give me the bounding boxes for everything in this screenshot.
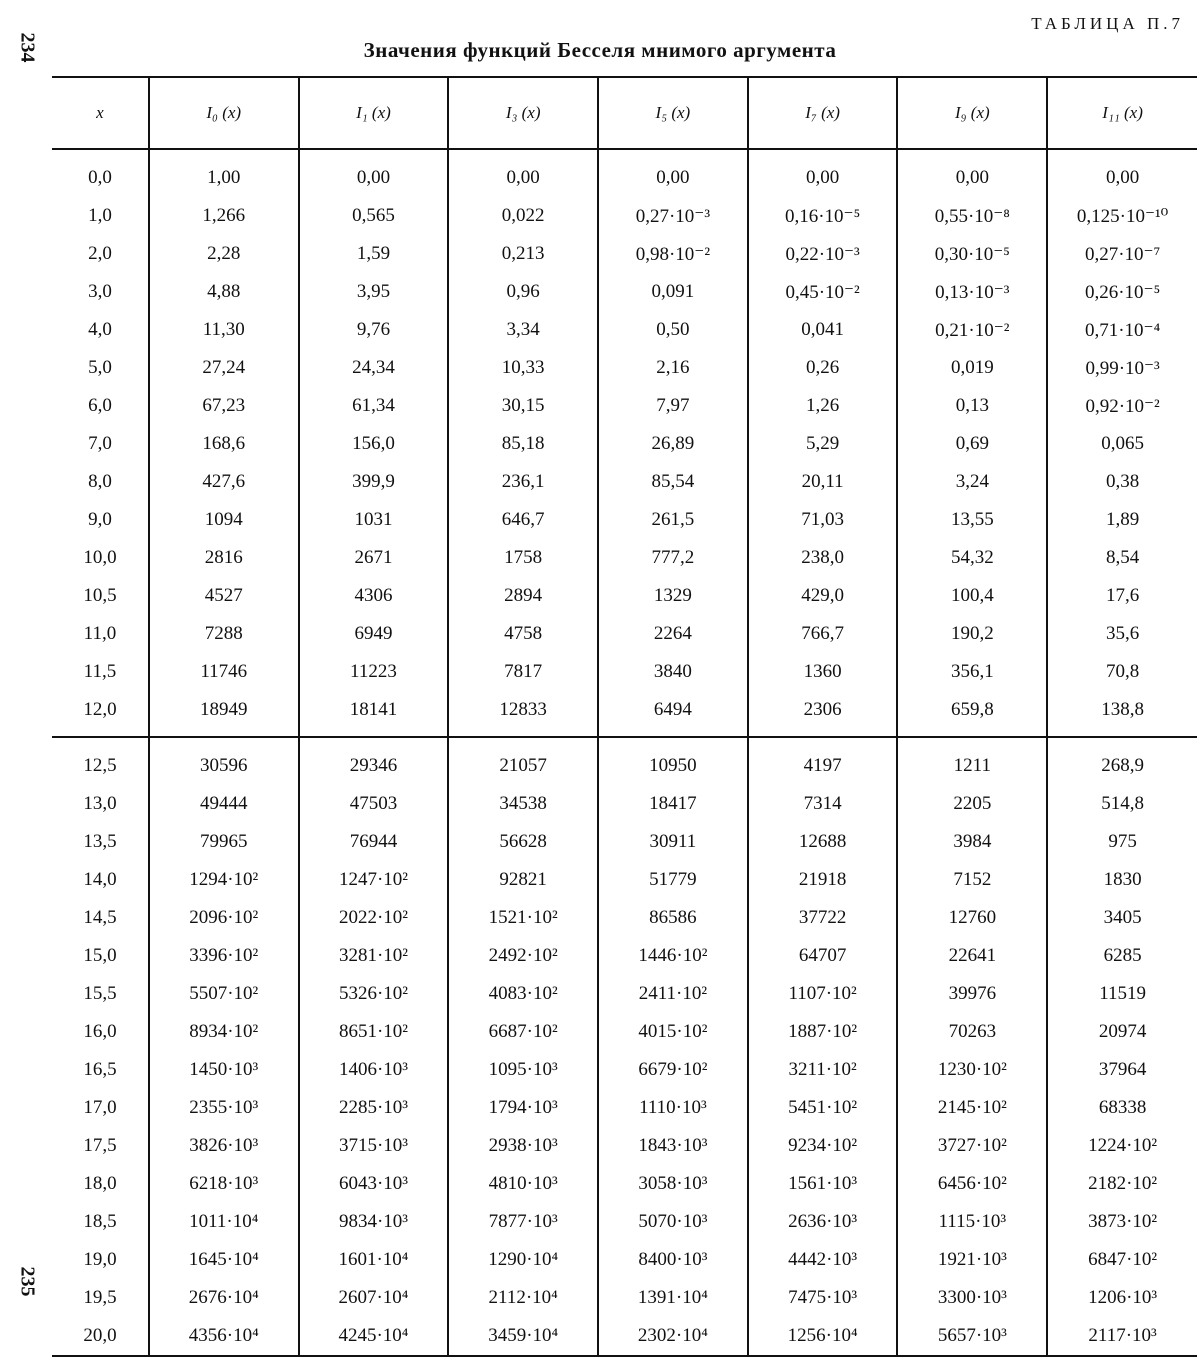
cell-i11: 1224·10² [1047, 1127, 1197, 1165]
cell-i0: 6218·10³ [149, 1165, 299, 1203]
cell-i1: 1247·10² [299, 861, 449, 899]
cell-i7: 429,0 [748, 577, 898, 615]
cell-i5: 5070·10³ [598, 1203, 748, 1241]
cell-i1: 1601·10⁴ [299, 1241, 449, 1279]
cell-i11: 6847·10² [1047, 1241, 1197, 1279]
cell-i1: 29346 [299, 737, 449, 785]
cell-i9: 6456·10² [897, 1165, 1047, 1203]
cell-i3: 1758 [448, 539, 598, 577]
table-row [52, 387, 1197, 425]
cell-i11: 2117·10³ [1047, 1317, 1197, 1356]
cell-i1: 11223 [299, 653, 449, 691]
cell-i0: 1645·10⁴ [149, 1241, 299, 1279]
table-row [52, 311, 1197, 349]
cell-i7: 2636·10³ [748, 1203, 898, 1241]
cell-x: 13,0 [83, 793, 117, 814]
cell-i9: 190,2 [897, 615, 1047, 653]
cell-i0: 4527 [149, 577, 299, 615]
cell-i7: 3211·10² [748, 1051, 898, 1089]
cell-i7: 0,45·10⁻² [748, 273, 898, 311]
cell-x: 17,5 [83, 1135, 117, 1156]
cell-i1: 3281·10² [299, 937, 449, 975]
cell-i7: 7475·10³ [748, 1279, 898, 1317]
cell-x: 18,5 [83, 1211, 117, 1232]
cell-i7: 21918 [748, 861, 898, 899]
cell-i3: 85,18 [448, 425, 598, 463]
cell-i5: 2411·10² [598, 975, 748, 1013]
cell-i0: 1094 [149, 501, 299, 539]
cell-i5: 0,50 [598, 311, 748, 349]
header-i0: I₀ (x) [149, 77, 299, 149]
cell-i3: 2112·10⁴ [448, 1279, 598, 1317]
table-row [52, 197, 1197, 235]
table-row [52, 463, 1197, 501]
cell-i1: 2607·10⁴ [299, 1279, 449, 1317]
cell-i9: 1211 [897, 737, 1047, 785]
cell-i7: 1561·10³ [748, 1165, 898, 1203]
cell-i11: 0,125·10⁻¹⁰ [1047, 197, 1197, 235]
cell-i3: 0,022 [448, 197, 598, 235]
cell-i9: 0,69 [897, 425, 1047, 463]
cell-i3: 0,213 [448, 235, 598, 273]
cell-i1: 18141 [299, 691, 449, 737]
cell-i11: 0,26·10⁻⁵ [1047, 273, 1197, 311]
cell-i1: 3715·10³ [299, 1127, 449, 1165]
cell-i11: 0,065 [1047, 425, 1197, 463]
cell-i5: 0,00 [598, 149, 748, 197]
cell-i5: 0,98·10⁻² [598, 235, 748, 273]
cell-i1: 6949 [299, 615, 449, 653]
cell-i0: 1450·10³ [149, 1051, 299, 1089]
cell-i7: 1,26 [748, 387, 898, 425]
cell-x: 17,0 [83, 1097, 117, 1118]
cell-i9: 54,32 [897, 539, 1047, 577]
cell-i9: 70263 [897, 1013, 1047, 1051]
cell-i5: 1391·10⁴ [598, 1279, 748, 1317]
table-row [52, 975, 1197, 1013]
cell-x: 14,5 [83, 907, 117, 928]
cell-i11: 35,6 [1047, 615, 1197, 653]
cell-i5: 10950 [598, 737, 748, 785]
cell-i9: 22641 [897, 937, 1047, 975]
cell-i7: 4442·10³ [748, 1241, 898, 1279]
cell-i0: 11746 [149, 653, 299, 691]
cell-i11: 68338 [1047, 1089, 1197, 1127]
cell-x: 2,0 [88, 243, 112, 264]
cell-i3: 2938·10³ [448, 1127, 598, 1165]
cell-i7: 2306 [748, 691, 898, 737]
table-row [52, 785, 1197, 823]
cell-i9: 0,30·10⁻⁵ [897, 235, 1047, 273]
cell-i9: 3984 [897, 823, 1047, 861]
cell-i3: 1521·10² [448, 899, 598, 937]
table-row [52, 1089, 1197, 1127]
table-row [52, 1241, 1197, 1279]
cell-i0: 18949 [149, 691, 299, 737]
cell-i0: 4356·10⁴ [149, 1317, 299, 1356]
cell-i3: 2894 [448, 577, 598, 615]
cell-i1: 2022·10² [299, 899, 449, 937]
cell-i1: 0,565 [299, 197, 449, 235]
table-row [52, 1203, 1197, 1241]
cell-i0: 27,24 [149, 349, 299, 387]
cell-i5: 1446·10² [598, 937, 748, 975]
cell-i0: 4,88 [149, 273, 299, 311]
cell-i0: 3396·10² [149, 937, 299, 975]
table-row [52, 653, 1197, 691]
table-row [52, 1279, 1197, 1317]
cell-x: 6,0 [88, 395, 112, 416]
cell-i3: 236,1 [448, 463, 598, 501]
cell-i0: 1,266 [149, 197, 299, 235]
cell-i3: 92821 [448, 861, 598, 899]
table-row [52, 1317, 1197, 1356]
cell-i5: 3840 [598, 653, 748, 691]
cell-i7: 0,16·10⁻⁵ [748, 197, 898, 235]
cell-x: 0,0 [88, 167, 112, 188]
cell-i5: 4015·10² [598, 1013, 748, 1051]
cell-i0: 8934·10² [149, 1013, 299, 1051]
cell-i7: 0,041 [748, 311, 898, 349]
cell-i7: 4197 [748, 737, 898, 785]
cell-i1: 76944 [299, 823, 449, 861]
cell-i1: 61,34 [299, 387, 449, 425]
cell-i11: 37964 [1047, 1051, 1197, 1089]
cell-i3: 646,7 [448, 501, 598, 539]
header-i9: I₉ (x) [897, 77, 1047, 149]
cell-i5: 1843·10³ [598, 1127, 748, 1165]
cell-x: 10,0 [83, 547, 117, 568]
cell-i9: 7152 [897, 861, 1047, 899]
cell-i11: 11519 [1047, 975, 1197, 1013]
cell-i5: 26,89 [598, 425, 748, 463]
cell-x: 15,0 [83, 945, 117, 966]
cell-i5: 1329 [598, 577, 748, 615]
cell-i5: 2,16 [598, 349, 748, 387]
cell-i11: 1206·10³ [1047, 1279, 1197, 1317]
cell-x: 10,5 [83, 585, 117, 606]
cell-x: 15,5 [83, 983, 117, 1004]
cell-x: 7,0 [88, 433, 112, 454]
cell-i3: 12833 [448, 691, 598, 737]
cell-i9: 39976 [897, 975, 1047, 1013]
cell-i3: 0,00 [448, 149, 598, 197]
cell-i5: 51779 [598, 861, 748, 899]
cell-i9: 2145·10² [897, 1089, 1047, 1127]
cell-i5: 261,5 [598, 501, 748, 539]
cell-x: 12,5 [52, 737, 149, 785]
cell-i9: 1115·10³ [897, 1203, 1047, 1241]
cell-i11: 0,00 [1047, 149, 1197, 197]
table-row [52, 615, 1197, 653]
cell-i9: 3,24 [897, 463, 1047, 501]
cell-i1: 4306 [299, 577, 449, 615]
cell-i3: 1095·10³ [448, 1051, 598, 1089]
bessel-table [52, 76, 1197, 1357]
cell-i11: 20974 [1047, 1013, 1197, 1051]
cell-i11: 0,38 [1047, 463, 1197, 501]
cell-i11: 138,8 [1047, 691, 1197, 737]
cell-x: 19,5 [83, 1287, 117, 1308]
table-row [52, 1127, 1197, 1165]
cell-i11: 0,71·10⁻⁴ [1047, 311, 1197, 349]
cell-i7: 5,29 [748, 425, 898, 463]
cell-i1: 5326·10² [299, 975, 449, 1013]
cell-i11: 17,6 [1047, 577, 1197, 615]
cell-i9: 1230·10² [897, 1051, 1047, 1089]
page-number-bottom: 235 [16, 1266, 39, 1297]
cell-i11: 8,54 [1047, 539, 1197, 577]
cell-i7: 71,03 [748, 501, 898, 539]
cell-i9: 5657·10³ [897, 1317, 1047, 1356]
cell-i9: 0,13 [897, 387, 1047, 425]
cell-i7: 1107·10² [748, 975, 898, 1013]
header-i3: I₃ (x) [448, 77, 598, 149]
cell-i11: 3405 [1047, 899, 1197, 937]
cell-i3: 7817 [448, 653, 598, 691]
cell-i9: 1921·10³ [897, 1241, 1047, 1279]
cell-i1: 2285·10³ [299, 1089, 449, 1127]
cell-i5: 18417 [598, 785, 748, 823]
cell-i0: 7288 [149, 615, 299, 653]
cell-i11: 6285 [1047, 937, 1197, 975]
header-row [52, 77, 1197, 149]
cell-i0: 5507·10² [149, 975, 299, 1013]
cell-x: 18,0 [83, 1173, 117, 1194]
cell-i0: 3826·10³ [149, 1127, 299, 1165]
cell-i7: 0,26 [748, 349, 898, 387]
cell-i1: 2671 [299, 539, 449, 577]
table-row [52, 1165, 1197, 1203]
cell-i9: 13,55 [897, 501, 1047, 539]
cell-i0: 2355·10³ [149, 1089, 299, 1127]
table-row [52, 149, 1197, 197]
cell-i0: 1011·10⁴ [149, 1203, 299, 1241]
cell-x: 5,0 [88, 357, 112, 378]
table-row [52, 425, 1197, 463]
cell-i11: 1830 [1047, 861, 1197, 899]
cell-i7: 1887·10² [748, 1013, 898, 1051]
cell-i5: 3058·10³ [598, 1165, 748, 1203]
cell-i7: 0,00 [748, 149, 898, 197]
cell-i0: 168,6 [149, 425, 299, 463]
cell-x: 9,0 [88, 509, 112, 530]
cell-i1: 24,34 [299, 349, 449, 387]
cell-i3: 6687·10² [448, 1013, 598, 1051]
cell-i5: 2264 [598, 615, 748, 653]
cell-i9: 0,019 [897, 349, 1047, 387]
cell-i7: 64707 [748, 937, 898, 975]
cell-i7: 9234·10² [748, 1127, 898, 1165]
cell-i11: 3873·10² [1047, 1203, 1197, 1241]
cell-i11: 268,9 [1047, 737, 1197, 785]
table-row [52, 1013, 1197, 1051]
cell-i5: 7,97 [598, 387, 748, 425]
cell-i3: 30,15 [448, 387, 598, 425]
cell-x: 20,0 [52, 1317, 149, 1356]
header-x: x [52, 77, 149, 149]
cell-i0: 2676·10⁴ [149, 1279, 299, 1317]
cell-i1: 4245·10⁴ [299, 1317, 449, 1356]
table-row [52, 691, 1197, 737]
cell-i1: 9834·10³ [299, 1203, 449, 1241]
cell-i9: 12760 [897, 899, 1047, 937]
cell-i1: 47503 [299, 785, 449, 823]
table-row [52, 577, 1197, 615]
cell-i3: 3,34 [448, 311, 598, 349]
cell-i7: 5451·10² [748, 1089, 898, 1127]
cell-x: 14,0 [83, 869, 117, 890]
cell-i3: 21057 [448, 737, 598, 785]
cell-i3: 34538 [448, 785, 598, 823]
cell-i9: 100,4 [897, 577, 1047, 615]
cell-i3: 4810·10³ [448, 1165, 598, 1203]
cell-x: 19,0 [83, 1249, 117, 1270]
cell-i9: 3300·10³ [897, 1279, 1047, 1317]
cell-i3: 2492·10² [448, 937, 598, 975]
cell-i11: 1,89 [1047, 501, 1197, 539]
cell-i9: 659,8 [897, 691, 1047, 737]
cell-i1: 0,00 [299, 149, 449, 197]
cell-i7: 20,11 [748, 463, 898, 501]
page-number-top: 234 [16, 32, 39, 63]
cell-i5: 1110·10³ [598, 1089, 748, 1127]
cell-i5: 6494 [598, 691, 748, 737]
cell-i1: 3,95 [299, 273, 449, 311]
cell-i5: 6679·10² [598, 1051, 748, 1089]
cell-i3: 56628 [448, 823, 598, 861]
cell-i3: 1290·10⁴ [448, 1241, 598, 1279]
cell-i1: 1031 [299, 501, 449, 539]
header-i5: I₅ (x) [598, 77, 748, 149]
cell-i1: 1,59 [299, 235, 449, 273]
header-i11: I₁₁ (x) [1047, 77, 1197, 149]
cell-x: 16,5 [83, 1059, 117, 1080]
table-body [52, 149, 1197, 1356]
table-row [52, 539, 1197, 577]
cell-x: 4,0 [88, 319, 112, 340]
cell-i11: 975 [1047, 823, 1197, 861]
cell-i11: 514,8 [1047, 785, 1197, 823]
cell-i5: 0,091 [598, 273, 748, 311]
table-row [52, 737, 1197, 785]
cell-i7: 1360 [748, 653, 898, 691]
cell-i9: 0,00 [897, 149, 1047, 197]
cell-i11: 70,8 [1047, 653, 1197, 691]
cell-i0: 2096·10² [149, 899, 299, 937]
cell-i0: 30596 [149, 737, 299, 785]
cell-i7: 37722 [748, 899, 898, 937]
cell-i0: 1294·10² [149, 861, 299, 899]
cell-i7: 12688 [748, 823, 898, 861]
cell-i0: 2,28 [149, 235, 299, 273]
cell-i0: 1,00 [149, 149, 299, 197]
cell-i1: 9,76 [299, 311, 449, 349]
cell-i5: 85,54 [598, 463, 748, 501]
cell-i9: 0,21·10⁻² [897, 311, 1047, 349]
cell-i9: 356,1 [897, 653, 1047, 691]
table-row [52, 823, 1197, 861]
cell-i1: 8651·10² [299, 1013, 449, 1051]
cell-i11: 0,92·10⁻² [1047, 387, 1197, 425]
cell-x: 1,0 [88, 205, 112, 226]
cell-i5: 86586 [598, 899, 748, 937]
cell-i7: 7314 [748, 785, 898, 823]
cell-i7: 0,22·10⁻³ [748, 235, 898, 273]
cell-i3: 3459·10⁴ [448, 1317, 598, 1356]
cell-i0: 67,23 [149, 387, 299, 425]
table-row [52, 899, 1197, 937]
cell-i11: 0,27·10⁻⁷ [1047, 235, 1197, 273]
cell-i5: 30911 [598, 823, 748, 861]
cell-x: 8,0 [88, 471, 112, 492]
cell-i0: 79965 [149, 823, 299, 861]
cell-i1: 399,9 [299, 463, 449, 501]
table-label: ТАБЛИЦА П.7 [1031, 14, 1184, 33]
cell-i7: 1256·10⁴ [748, 1317, 898, 1356]
cell-x: 11,5 [83, 661, 117, 682]
table-title: Значения функций Бесселя мнимого аргумента [363, 38, 837, 62]
cell-i3: 4083·10² [448, 975, 598, 1013]
cell-i5: 777,2 [598, 539, 748, 577]
cell-i1: 6043·10³ [299, 1165, 449, 1203]
header-i7: I₇ (x) [748, 77, 898, 149]
cell-i9: 0,13·10⁻³ [897, 273, 1047, 311]
cell-i9: 3727·10² [897, 1127, 1047, 1165]
cell-i0: 49444 [149, 785, 299, 823]
header-i1: I₁ (x) [299, 77, 449, 149]
table-row [52, 861, 1197, 899]
cell-i11: 0,99·10⁻³ [1047, 349, 1197, 387]
cell-i9: 0,55·10⁻⁸ [897, 197, 1047, 235]
table-row [52, 937, 1197, 975]
cell-x: 11,0 [83, 623, 117, 644]
table-row [52, 235, 1197, 273]
cell-x: 3,0 [88, 281, 112, 302]
cell-i11: 2182·10² [1047, 1165, 1197, 1203]
table-row [52, 501, 1197, 539]
cell-x: 16,0 [83, 1021, 117, 1042]
cell-i0: 11,30 [149, 311, 299, 349]
table-row [52, 349, 1197, 387]
cell-i3: 1794·10³ [448, 1089, 598, 1127]
cell-i3: 0,96 [448, 273, 598, 311]
cell-i1: 156,0 [299, 425, 449, 463]
cell-i5: 8400·10³ [598, 1241, 748, 1279]
table-row [52, 273, 1197, 311]
cell-i5: 2302·10⁴ [598, 1317, 748, 1356]
cell-i1: 1406·10³ [299, 1051, 449, 1089]
cell-i0: 427,6 [149, 463, 299, 501]
cell-i0: 2816 [149, 539, 299, 577]
cell-i9: 2205 [897, 785, 1047, 823]
cell-i7: 766,7 [748, 615, 898, 653]
cell-i3: 4758 [448, 615, 598, 653]
cell-i5: 0,27·10⁻³ [598, 197, 748, 235]
cell-i7: 238,0 [748, 539, 898, 577]
table-row [52, 1051, 1197, 1089]
cell-x: 13,5 [83, 831, 117, 852]
cell-x: 12,0 [83, 699, 117, 720]
cell-i3: 7877·10³ [448, 1203, 598, 1241]
cell-i3: 10,33 [448, 349, 598, 387]
